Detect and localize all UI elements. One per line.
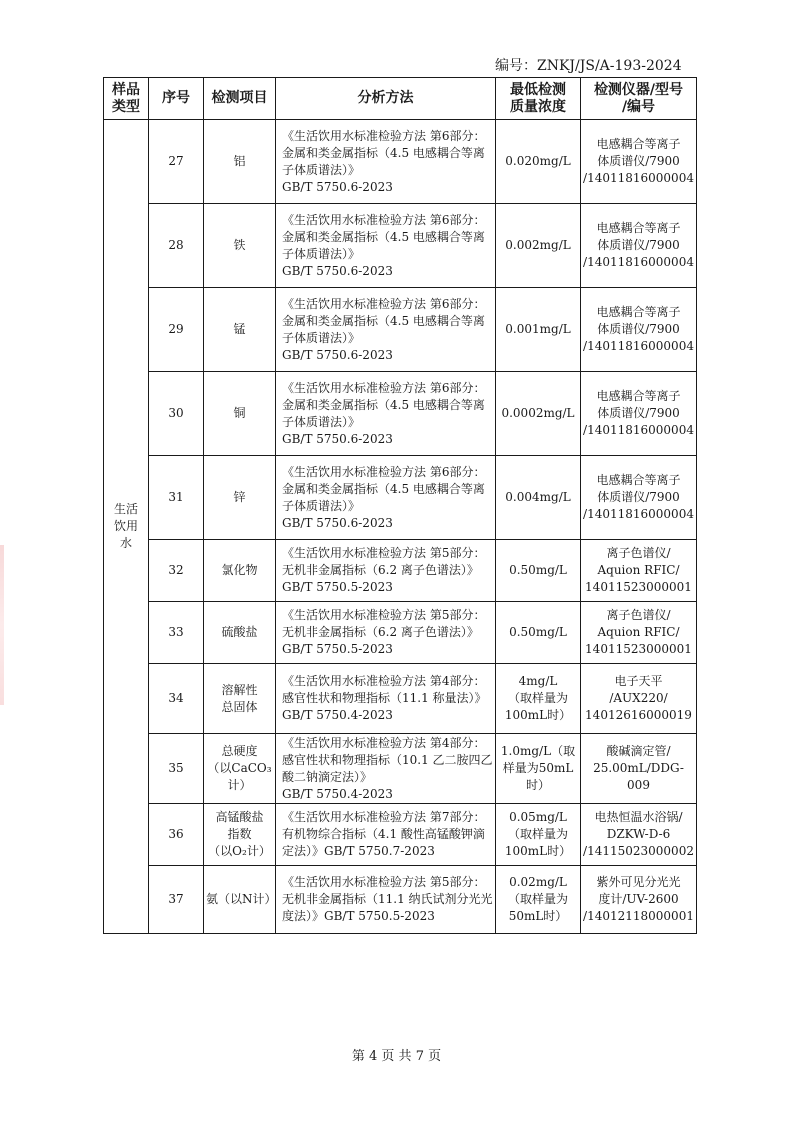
analysis-method: 《生活饮用水标准检验方法 第5部分：无机非金属指标（11.1 纳氏试剂分光光度法）》GB/T 5750.5-2023 xyxy=(276,866,496,934)
instrument: 紫外可见分光光 度计/UV-2600 /14012118000001 xyxy=(581,866,697,934)
row-number: 31 xyxy=(149,456,204,540)
test-item: 硫酸盐 xyxy=(204,602,276,664)
test-item: 总硬度 （以CaCO₃ 计） xyxy=(204,734,276,804)
table-row xyxy=(104,866,697,934)
min-concentration: 0.020mg/L xyxy=(496,120,581,204)
page-footer: 第 4 页 共 7 页 xyxy=(351,1049,442,1064)
row-number: 28 xyxy=(149,204,204,288)
table-row xyxy=(104,456,697,540)
min-concentration: 0.004mg/L xyxy=(496,456,581,540)
min-concentration: 0.0002mg/L xyxy=(496,372,581,456)
analysis-method: 《生活饮用水标准检验方法 第6部分：金属和类金属指标（4.5 电感耦合等离子体质谱法）》 GB/T 5750.6-2023 xyxy=(276,456,496,540)
min-concentration: 0.002mg/L xyxy=(496,204,581,288)
analysis-method: 《生活饮用水标准检验方法 第7部分：有机物综合指标（4.1 酸性高锰酸钾滴定法）》GB/T 5750.7-2023 xyxy=(276,804,496,866)
test-item: 锰 xyxy=(204,288,276,372)
min-concentration: 0.02mg/L （取样量为 50mL时） xyxy=(496,866,581,934)
instrument: 离子色谱仪/ Aquion RFIC/ 14011523000001 xyxy=(581,540,697,602)
row-number: 29 xyxy=(149,288,204,372)
min-concentration: 0.50mg/L xyxy=(496,602,581,664)
test-item: 铁 xyxy=(204,204,276,288)
test-methods-table xyxy=(103,77,697,934)
min-concentration: 4mg/L （取样量为 100mL时） xyxy=(496,664,581,734)
row-number: 33 xyxy=(149,602,204,664)
row-number: 27 xyxy=(149,120,204,204)
table-row xyxy=(104,288,697,372)
instrument: 离子色谱仪/ Aquion RFIC/ 14011523000001 xyxy=(581,602,697,664)
test-item: 高锰酸盐 指数 （以O₂计） xyxy=(204,804,276,866)
instrument: 电热恒温水浴锅/ DZKW-D-6 /14115023000002 xyxy=(581,804,697,866)
min-concentration: 0.001mg/L xyxy=(496,288,581,372)
min-concentration: 1.0mg/L（取 样量为50mL 时） xyxy=(496,734,581,804)
instrument: 电子天平 /AUX220/ 14012616000019 xyxy=(581,664,697,734)
row-number: 37 xyxy=(149,866,204,934)
test-item: 锌 xyxy=(204,456,276,540)
row-number: 36 xyxy=(149,804,204,866)
analysis-method: 《生活饮用水标准检验方法 第5部分：无机非金属指标（6.2 离子色谱法）》GB/T 5750.5-2023 xyxy=(276,540,496,602)
test-item: 氯化物 xyxy=(204,540,276,602)
table-row xyxy=(104,372,697,456)
test-item: 溶解性 总固体 xyxy=(204,664,276,734)
document-number: 编号：ZNKJ/JS/A-193-2024 xyxy=(495,58,682,74)
seal-edge-mark xyxy=(0,545,4,705)
analysis-method: 《生活饮用水标准检验方法 第6部分：金属和类金属指标（4.5 电感耦合等离子体质谱法）》 GB/T 5750.6-2023 xyxy=(276,204,496,288)
instrument: 电感耦合等离子 体质谱仪/7900 /14011816000004 xyxy=(581,120,697,204)
test-item: 铝 xyxy=(204,120,276,204)
header-min-concentration: 最低检测 质量浓度 xyxy=(496,78,581,120)
header-instrument: 检测仪器/型号 /编号 xyxy=(581,78,697,120)
analysis-method: 《生活饮用水标准检验方法 第6部分：金属和类金属指标（4.5 电感耦合等离子体质谱法）》 GB/T 5750.6-2023 xyxy=(276,372,496,456)
header-number: 序号 xyxy=(149,78,204,120)
sample-type-cell: 生活 饮用 水 xyxy=(104,120,149,934)
instrument: 电感耦合等离子 体质谱仪/7900 /14011816000004 xyxy=(581,288,697,372)
header-method: 分析方法 xyxy=(276,78,496,120)
min-concentration: 0.05mg/L （取样量为 100mL时） xyxy=(496,804,581,866)
table-row xyxy=(104,602,697,664)
header-sample-type: 样品 类型 xyxy=(104,78,149,120)
instrument: 酸碱滴定管/ 25.00mL/DDG-009 xyxy=(581,734,697,804)
analysis-method: 《生活饮用水标准检验方法 第6部分：金属和类金属指标（4.5 电感耦合等离子体质谱法）》 GB/T 5750.6-2023 xyxy=(276,288,496,372)
table-row xyxy=(104,540,697,602)
analysis-method: 《生活饮用水标准检验方法 第4部分：感官性状和物理指标（11.1 称量法）》GB/T 5750.4-2023 xyxy=(276,664,496,734)
min-concentration: 0.50mg/L xyxy=(496,540,581,602)
instrument: 电感耦合等离子 体质谱仪/7900 /14011816000004 xyxy=(581,456,697,540)
table-row xyxy=(104,120,697,204)
table-row xyxy=(104,804,697,866)
instrument: 电感耦合等离子 体质谱仪/7900 /14011816000004 xyxy=(581,372,697,456)
table-row xyxy=(104,664,697,734)
table-row xyxy=(104,204,697,288)
row-number: 34 xyxy=(149,664,204,734)
test-item: 铜 xyxy=(204,372,276,456)
instrument: 电感耦合等离子 体质谱仪/7900 /14011816000004 xyxy=(581,204,697,288)
row-number: 30 xyxy=(149,372,204,456)
header-test-item: 检测项目 xyxy=(204,78,276,120)
analysis-method: 《生活饮用水标准检验方法 第5部分：无机非金属指标（6.2 离子色谱法）》GB/T 5750.5-2023 xyxy=(276,602,496,664)
row-number: 35 xyxy=(149,734,204,804)
table-header-row xyxy=(104,78,697,120)
analysis-method: 《生活饮用水标准检验方法 第4部分：感官性状和物理指标（10.1 乙二胺四乙酸二钠滴定法）》 GB/T 5750.4-2023 xyxy=(276,734,496,804)
analysis-method: 《生活饮用水标准检验方法 第6部分：金属和类金属指标（4.5 电感耦合等离子体质谱法）》 GB/T 5750.6-2023 xyxy=(276,120,496,204)
test-item: 氨（以N计） xyxy=(204,866,276,934)
row-number: 32 xyxy=(149,540,204,602)
table-row xyxy=(104,734,697,804)
